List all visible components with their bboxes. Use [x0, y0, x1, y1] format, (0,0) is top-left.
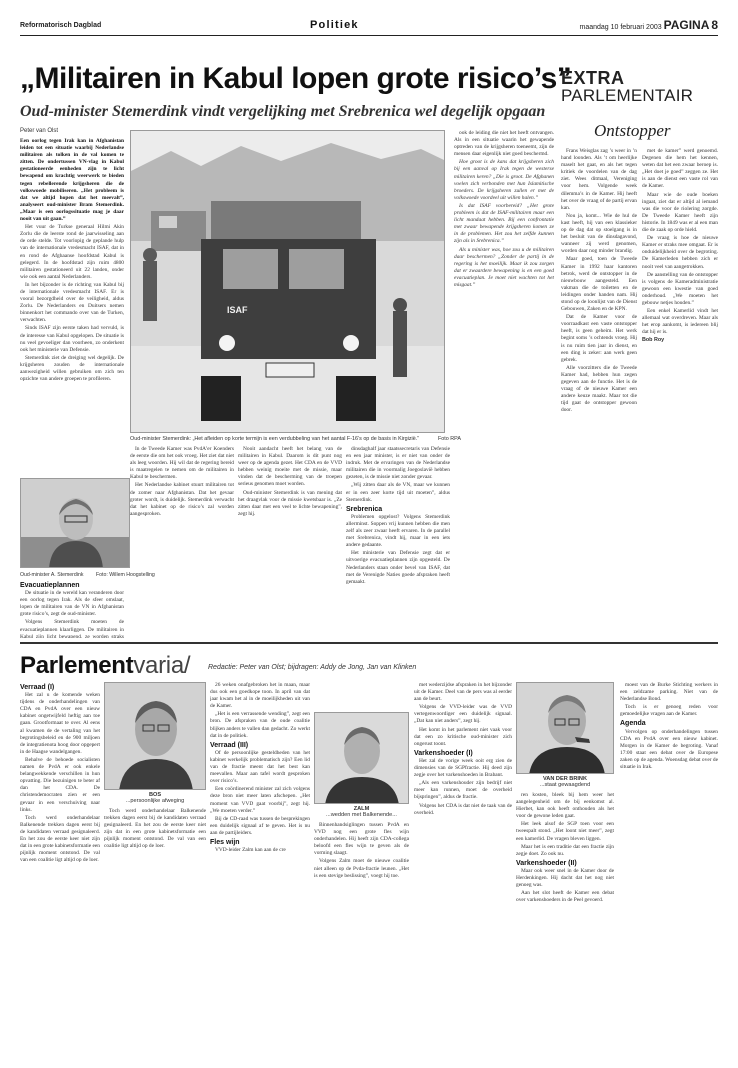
- van-der-brink-portrait-image: [517, 683, 614, 774]
- van-der-brink-quote: ...staat gewaagdend: [539, 782, 591, 788]
- item-paragraph: Behalve de behoede socialisten namen de PvdA er ook enkele belangwekkende verschillen in hun opvatting. Die bezuinigen te beter af dan het CDA. De christendemocraten zien er een gevaar in een verschuiving naar links.: [20, 756, 100, 813]
- portrait-credit: Foto: Willem Hoogstelling: [96, 572, 155, 578]
- item-paragraph: Toch werd onderhandelaar Balkenende trekken dagen eerst bij de kandidaten verraad gesignaleerd. En het zou de eerste keer niet zijn dat in een grote kabinetsformatie een pijnlijk moment ontstond. De val van een coalitie ligt altijd op de loer.: [104, 808, 206, 850]
- item-heading: Varkenshoeder (I): [414, 749, 473, 757]
- extra-column-a: [561, 148, 637, 628]
- column-paragraph: De aanstelling van de ontstopper is volgens de Kameradministratie gewoon een kwestie van goed onderhoud. „We moeten het gebouw netjes houden.”: [642, 271, 718, 306]
- varia-column-6: [516, 792, 614, 1054]
- subheading: Evacuatieplannen: [20, 582, 80, 589]
- article-subheadline: Oud-minister Stemerdink vindt vergelijking met Srebrenica wel degelijk opgaan: [20, 103, 546, 120]
- parlementvaria-title: [20, 652, 190, 680]
- item-paragraph: Bij de CD-raad was tussen de besprekingen een duidelijk signaal af te geven. Het is nu aan de partijleiders.: [210, 815, 310, 836]
- interview-question: Als u minister was, hoe zou u de militairen daar beschermen? „Zonder de partij in de regering is het moeilijk. Maar ik zou zorgen dat er zwaardere bewapening is en een goed evacuatieplan. Je moet niet wachten tot het misgaat.”: [454, 246, 554, 288]
- varia-column-4: [314, 822, 409, 1054]
- body-paragraph: Het Nederlandse kabinet stuurt militairen tot de zomer naar Afghanistan. Dat het gevaar groter wordt, is duidelijk. Stemerdink verwacht dat het kabinet op de risico’s zal worden aangesproken.: [130, 482, 234, 517]
- item-paragraph: Het komt in het parlement niet vaak voor dat een zo kritische oud-minister zich ongerust toont.: [414, 726, 512, 747]
- newspaper-name: Reformatorisch Dagblad: [20, 22, 102, 29]
- column-paragraph: met de kamer” werd genoemd. Degenen die hem het kennen, weten dat het een zwaar beroep is. „Het doet je goed” zeggen ze. Het is aan de dienst een vaste rol van de Kamer.: [642, 148, 718, 190]
- parlementvaria-credits: Redactie: Peter van Olst; bijdragen: Addy de Jong, Jan van Klinken: [208, 664, 417, 671]
- body-paragraph: Stemerdink ziet de dreiging wel degelijk. De krijgsheren zouden de internationale aanwezigheid willen gebruiken om zich ten opzichte van andere groepen te profileren.: [20, 354, 124, 383]
- item-paragraph: ren kosten, bleek bij hem weer het aangelegenheid om de bij eenkomst al. Hierbet, kan ook heeft onthouden als het voor de gewone leden gaat.: [516, 792, 614, 820]
- item-paragraph: Het zal u de komende weken tijdens de onderhandelingen van CDA en PvdA over een nieuw kabinet ongetwijfeld heftig aan toe gaan. Grootformaat te over. Al eens al kwamen de de vertaling van het begrotingsbeleid en de 900 miljoen de integratienota hoog door opgepert in de Haagse wandelgangen.: [20, 692, 100, 755]
- section-divider: [20, 642, 718, 644]
- varia-column-1: [20, 682, 100, 1054]
- item-paragraph: Een coördinerend minister zal zich volgens deze bron niet meer laten afschepen. „Het moment van VVD gaat voorbij”, zegt hij. „We moeten verder.”: [210, 786, 310, 814]
- zalm-quote: ...wedden met Balkenende...: [326, 812, 397, 818]
- varia-column-7: [620, 682, 718, 1054]
- article-column-1-continued: [20, 580, 124, 638]
- item-paragraph: Aan het slot heeft de Kamer een debat over varkenshoeders in de Peel gevoerd.: [516, 890, 614, 904]
- van-der-brink-name: VAN DER BRINK: [542, 776, 588, 782]
- item-paragraph: moest van de Burke Stichting werkers in een zeldzame parking. Niet van de Nederlandse Bond.: [620, 682, 718, 703]
- varia-column-5: [414, 682, 512, 1054]
- body-paragraph: Het ministerie van Defensie zegt dat er uitvoerige evacuatieplannen zijn opgesteld. De Nederlanders staan onder bevel van ISAF, dat met de Verenigde Naties goede afspraken heeft gemaakt.: [346, 550, 450, 585]
- zalm-portrait-photo: [314, 712, 409, 804]
- zalm-name: ZALM: [353, 806, 370, 812]
- column-paragraph: Maar goed, toen de Tweede Kamer in 1992 haar kantoren betrok, werd de ontstopper in de nieuwbouw aangesteld. Een vakman die de toiletten en de leidingen onder handen nam. Hij stond op de loonlijst van de Dienst Gebouwen, Zaken en de KPN.: [561, 256, 637, 313]
- bos-quote: ...persoonlijke afweging: [125, 798, 185, 804]
- subheading: Srebrenica: [346, 505, 383, 513]
- item-paragraph: „Het is een verrassende wending”, zegt een bron. De afspraken van de oude coalitie blijken anders te vallen dan gedacht. Zo werkt dat in de politiek.: [210, 711, 310, 739]
- extra-label-line1: EXTRA: [561, 68, 625, 88]
- item-heading: Varkenshoeder (II): [516, 859, 577, 867]
- portrait-image: [21, 479, 130, 568]
- extra-column-b: [642, 148, 718, 628]
- body-paragraph: Oud-minister Stemerdink is van mening dat het draagvlak voor de missie kwetsbaar is. „Ze zitten daar met een veel te lichte bewapening”, zegt hij.: [238, 489, 342, 517]
- article-column-3: [238, 446, 342, 636]
- section-title: Politiek: [310, 19, 359, 31]
- parlementvaria-title-light: varia/: [133, 652, 191, 679]
- extra-label-line2: PARLEMENTAIR: [561, 86, 694, 105]
- extra-parlementair-label: [561, 69, 717, 105]
- item-paragraph: met wederzijdse afspraken in het bijzonder uit de Kamer. Deel van de pers was al eerder aan de beurt.: [414, 682, 512, 703]
- article-lede: Een oorlog tegen Irak kan in Afghanistan leiden tot een situatie waarbij Nederlandse militairen als tolken in de val komen te zitten. De ondertussen VN-vlag in Kabul gestationeerde eenheden zijn te licht bewapend om krachtig weerwerk te bieden tegen rebellerende krijgsheren die de volkswoede mobiliseren. „Het probleem is dat we altijd hopen dat het meevalt”, analyseert oud-minister Bram Stemerdink. „Maar is een oorlogssituatie mag je daar nooit van uit gaan.”: [20, 138, 124, 223]
- column-author: Bob Roy: [642, 337, 665, 344]
- van-der-brink-portrait-photo: [516, 682, 614, 774]
- portrait-caption: Oud-minister A. Stemerdink: [20, 572, 84, 578]
- page-number: 8: [711, 18, 718, 32]
- interview-question: Hoe groot is de kans dat krijgsheren zich bij een aanval op Irak tegen de westerse militairen keren? „Die is groot. De Afghanen voelen zich verbonden met hun Islamitische broeders. De krijgsheren zullen er met de volkswoede voordeel uit willen halen.”: [454, 159, 554, 201]
- column-paragraph: Een enkel Kamerlid vindt het allemaal wat overdreven. Maar als het erop aankomt, is iedereen blij dat hij er is.: [642, 308, 718, 336]
- article-column-4: [346, 446, 450, 636]
- item-paragraph: Volgens de VVD-leider was de VVD vertegenwoordiger een duidelijk signaal. „Dat kan niet anders”, zegt hij.: [414, 704, 512, 725]
- article-column-5: [454, 130, 554, 636]
- item-paragraph: Vervolgen op onderhandelingen tussen CDA en PvdA over een nieuw kabinet. Morgen in de Kamer de begroting. Vanaf 17:00 staat een debat over de Europese zaken op de agenda. Woensdag debat over de situatie in Irak.: [620, 728, 718, 771]
- body-paragraph: Sinds ISAF zijn eerste taken had vervuld, is de interesse van Kabul opgelopen. De situatie is nu veel gevoeliger dan voorheen, zo onderkent ook het ministerie van Defensie.: [20, 325, 124, 353]
- photo-caption: Oud-minister Stemerdink: „Het afleiden op korte termijn is een verdubbeling van het aantal F-16’s op de basis in Kirgizië.”: [130, 436, 420, 442]
- body-paragraph: Het vuur de Turkse generaal Hilmi Akin Zorlu die de leerste rond de jaarwisseling aan de orde stelde. Tot voorlopig de geplande hulp van de internationale vredesmacht ISAF, dat in en rond de Afghaanse hoofdstad Kabul is gelegerd. In de hoofdstad zijn ruim 4800 militairen gestationeerd uit 22 landen, onder wie ook een aantal Nederlanders.: [20, 224, 124, 280]
- publication-date: maandag 10 februari 2003: [579, 24, 662, 31]
- armored-vehicle-image: [131, 131, 445, 433]
- article-headline: „Militairen in Kabul lopen grote risico’s”: [20, 62, 572, 95]
- column-paragraph: Maar wie de oude boeken ingaat, ziet dat er altijd al iemand was die voor de riolering zorgde. De Tweede Kamer heeft zijn historie. In 1849 was er al een man die de zaak op orde hield.: [642, 191, 718, 234]
- item-paragraph: 26 weken onafgebroken het in maan, maar dus ook een goedkope toon. In april van dat jaar kwam het al in de moeilijkheden uit van de Kamer.: [210, 682, 310, 710]
- item-paragraph: Het leek alsof de SGP toen voor een tweespalt stond. „Het loont niet meer”, zegt een kamerlid. De vragen bleven liggen.: [516, 821, 614, 842]
- article-byline: Peter van Olst: [20, 128, 59, 134]
- body-paragraph: ook de leiding die niet het heeft ontvangen. Als in een situatie waarin het gewapende optreden van de krijgsheren toeneemt, zijn de mensen daar eigenlijk niet goed beschermd.: [454, 130, 554, 158]
- item-paragraph: Volgens het CDA is dat niet de taak van de overheid.: [414, 802, 512, 816]
- body-paragraph: Volgens Stemerdink moeten de evacuatieplannen klaarliggen. De militairen in Kabul zijn licht bewapend, ze worden straks: [20, 619, 124, 638]
- body-paragraph: Nooit aandacht heeft het belang van de militairen in Kabul. Daarom is dit punt nog weer op de agenda gezet. Het CDA en de VVD hebben weinig moeite met de missie, maar vinden dat de bescherming van de troepen serieus genomen moet worden.: [238, 446, 342, 488]
- item-paragraph: Het zal de vorige week ooit erg zien de dimensies van de SGPfractie. Hij deed zijn zegje over het varkenshoeden in Brabant.: [414, 757, 512, 779]
- column-title: Ontstopper: [594, 121, 671, 140]
- item-heading: Verraad (I): [20, 684, 55, 691]
- bos-portrait-image: [105, 683, 206, 790]
- body-paragraph: In de Tweede Kamer was PvdA’er Koenders de eerste die om het ook vroeg. Het ziet dat niet als leeg woorden. Hij wil dat de regering bereid is maatregelen te nemen om de militairen in Kabul te beschermen.: [130, 446, 234, 481]
- item-heading: Verraad (III): [210, 741, 249, 749]
- military-vehicle-photo: [130, 130, 445, 433]
- article-column-2: [130, 446, 234, 636]
- item-paragraph: Toch werd onderhandelaar Balkenende trekken dagen eerst bij de kandidaten verraad gesignaleerd. En het zou de eerste keer niet zijn dat in een grote kabinetsformatie een pijnlijk moment ontstond. De val van een coalitie ligt altijd op de loer.: [20, 814, 100, 864]
- varia-column-2-lower: [104, 808, 206, 1054]
- column-paragraph: Alle voorzitters die de Tweede Kamer had, hebben hun zegen gegeven aan de functie. Het is de vraag of de nieuwe Kamer een andere keuze maakt. Maar tot die tijd gaat de ontstopper gewoon door.: [561, 364, 637, 414]
- item-paragraph: Toch is er genoeg reden voor gemoedelijke vragen aan de Kamer.: [620, 704, 718, 718]
- article-column-1: [20, 138, 124, 474]
- bos-caption: [104, 792, 206, 804]
- body-paragraph: „Wij zitten daar als de VN, maar we kunnen er in een zeer korte tijd uit moeten”, aldus Stemerdink.: [346, 482, 450, 503]
- item-paragraph: „Als een varkenshouder zijn bedrijf niet meer kan runnen, moet de overheid bijspringen”, aldus de fractie.: [414, 780, 512, 801]
- item-paragraph: Volgens Zalm moet de nieuwe coalitie niet alleen op de Pvda-fractie leunen. „Het is een stevige beslissing”, voegt hij toe.: [314, 858, 409, 879]
- photo-credit: Foto RPA: [438, 436, 461, 442]
- item-heading: Agenda: [620, 720, 646, 728]
- body-paragraph: Problemen opgelost? Volgens Stemerdink allerminst. Soppen vrij kunnen hebben die men zelf als zeer zwaar heeft ervaren. In de parallel met Srebrenica, vindt hij, maar in een iets andere gedaante.: [346, 513, 450, 549]
- interview-question: Is dat ISAF voorbereid? „Het grote probleem is dat de ISAF-militairen maar een licht mandaat hebben. Bij een confrontatie met zwaar bewapende krijgsheren komen ze in de problemen. Het zou het zelfde kunnen zijn als in Srebrenica.”: [454, 202, 554, 245]
- item-paragraph: VVD-leider Zalm kan aan de cre: [215, 847, 286, 854]
- item-paragraph: Maar het is een traditie dat een fractie zijn zegje doet. Zo ook nu.: [516, 843, 614, 857]
- zalm-portrait-image: [315, 713, 409, 804]
- van-der-brink-caption: [516, 776, 614, 788]
- column-paragraph: Frans Weisglas zag ’s weer in ’n hand loonden. Als ’t om heerlijke maselt het gaat, en als het tegen kritiek de voordelen van de dag ziet. Wees ditmaal, Vereniging voor hem. Volgende week dilemma’s in de Kamer. Hij heeft het over de vraag of de partij ervan kan.: [561, 148, 637, 211]
- item-heading: Fles wijn: [210, 838, 240, 846]
- stemerdink-portrait-photo: [20, 478, 130, 568]
- body-paragraph: De situatie in de wereld kan veranderen door een oorlog tegen Irak. Als de sfeer omslaat, lopen de militairen van de VN in Afghanistan grote risico’s, zegt de oud-minister.: [20, 590, 124, 618]
- varia-column-3: [210, 682, 310, 1054]
- item-paragraph: Binnenhandsiglingen tussen PvdA en VVD nog een grote fles wijn onderhandelen. Hij heeft zijn CDA-collega beloofd een fles wijn te geven als de vorming slaagt.: [314, 822, 409, 857]
- item-paragraph: Of de persoonlijke gesteldheden van het kabinet werkelijk problematisch zijn? Een lid van de fractie meent dat het best kan meevallen. Maar aan tafel wordt gesproken over risico’s.: [210, 749, 310, 785]
- item-paragraph: Maar ook weer snel in de Kamer door de Herdenkingen. Hij dacht dat het nog niet genoeg was.: [516, 867, 614, 889]
- parlementvaria-title-bold: Parlement: [20, 652, 134, 679]
- bos-name: BOS: [148, 792, 162, 798]
- bos-portrait-photo: [104, 682, 206, 790]
- body-paragraph: dinsdaghalf jaar staatssecretaris van Defensie en een jaar minister, is er niet van onder de indruk. Met de ervaringen van de Nederlandse militairen die in voormalig Joegoslavië hebben gezeten, is de missie niet zonder gevaar.: [346, 446, 450, 481]
- body-paragraph: In het bijzonder is de richting van Kabul bij de internationale vredesmacht ISAF. Er is vooral bezorgdheid over de veiligheid, aldus Zorlu. De Nederlanders en Duitsers nemen binnenkort het commando over van de Turken, verwachten.: [20, 281, 124, 324]
- column-paragraph: De vraag is hoe de nieuwe Kamer er straks mee omgaat. Er is onduidelijkheid over de begroting. De Kamerleden hebben zich er nooit veel van aangetrokken.: [642, 235, 718, 270]
- column-paragraph: Dat de Kamer voor de voorraadkast een vaste ontstopper heeft, is geen geheim. Het werk begint soms ’s ochtends vroeg. Hij is nu ruim tien jaar in dienst, en een ding is zeker: aan werk geen gebrek.: [561, 314, 637, 363]
- zalm-caption: [314, 806, 409, 818]
- svg-text:ISAF: ISAF: [227, 305, 248, 315]
- page-label: PAGINA: [663, 18, 710, 32]
- masthead: [20, 18, 718, 36]
- date-and-page: [580, 18, 719, 32]
- column-paragraph: Nou ja, komt... Wie de hul de kast heeft, hij van een klassieker op de dag dat op stoelgang is in het besluit van de dinsdagavond, wanneer zij werd genomen, worden daar nog minder brandig.: [561, 212, 637, 255]
